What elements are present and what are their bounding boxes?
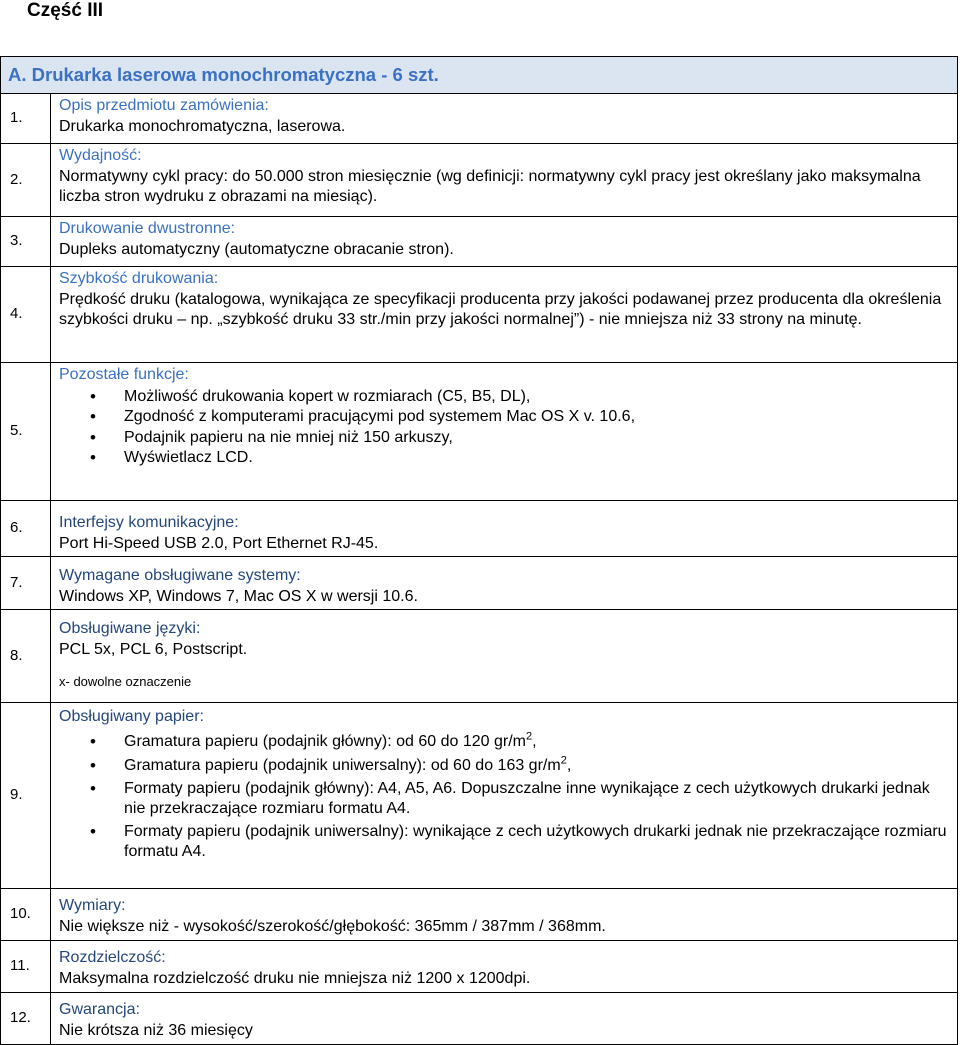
list-item-tail: , bbox=[566, 757, 572, 774]
row-text: Nie większe niż - wysokość/szerokość/głębokość: 365mm / 387mm / 368mm. bbox=[59, 917, 606, 935]
row-content bbox=[51, 501, 958, 557]
row-label: Obsługiwane języki: bbox=[59, 620, 201, 637]
row-label: Pozostałe funkcje: bbox=[59, 366, 189, 383]
row-number: 8. bbox=[1, 610, 51, 703]
table-row bbox=[1, 267, 958, 363]
table-header: A. Drukarka laserowa monochromatyczna - 6 szt. bbox=[1, 57, 958, 94]
list-item-text: Formaty papieru (podajnik główny): A4, A5, A6. Dopuszczalne inne wynikające z cech użytkowych drukarki jednak nie przekraczające rozmiaru formatu A4. bbox=[124, 779, 930, 817]
row-number: 11. bbox=[1, 941, 51, 993]
footnote: x- dowolne oznaczenie bbox=[59, 674, 192, 689]
row-number: 5. bbox=[1, 363, 51, 501]
list-item: • Możliwość drukowania kopert w rozmiarach (C5, B5, DL), bbox=[59, 387, 951, 408]
table-row bbox=[1, 363, 958, 501]
row-label: Gwarancja: bbox=[59, 1001, 140, 1018]
row-content bbox=[51, 610, 958, 703]
row-label: Wydajność: bbox=[59, 147, 142, 164]
row-label: Wymiary: bbox=[59, 897, 126, 914]
row-content bbox=[51, 217, 958, 267]
bullet-list bbox=[59, 387, 951, 469]
table-row bbox=[1, 94, 958, 144]
specification-table bbox=[0, 56, 958, 1045]
row-label: Drukowanie dwustronne: bbox=[59, 220, 236, 237]
row-text: Prędkość druku (katalogowa, wynikająca ze specyfikacji producenta przy jakości podawanej przez producenta dla określenia szybkości druku – np. „szybkość druku 33 str./min przy jakości normalnej”) - nie mniejsza niż 33 strony na minutę. bbox=[59, 290, 942, 328]
superscript: 2 bbox=[526, 730, 533, 743]
bullet-list bbox=[59, 732, 951, 863]
row-number: 7. bbox=[1, 557, 51, 610]
row-number: 10. bbox=[1, 889, 51, 941]
list-item-tail: , bbox=[532, 732, 537, 750]
row-number: 1. bbox=[1, 94, 51, 144]
table-row bbox=[1, 557, 958, 610]
row-text: Windows XP, Windows 7, Mac OS X w wersji 10.6. bbox=[59, 587, 418, 605]
superscript: 2 bbox=[560, 754, 567, 767]
row-text: Nie krótsza niż 36 miesięcy bbox=[59, 1021, 253, 1039]
row-content bbox=[51, 267, 958, 363]
list-item: • Podajnik papieru na nie mniej niż 150 arkuszy, bbox=[59, 428, 951, 449]
row-number: 6. bbox=[1, 501, 51, 557]
row-content bbox=[51, 889, 958, 941]
row-content bbox=[51, 993, 958, 1045]
list-item bbox=[59, 779, 951, 820]
row-text: Drukarka monochromatyczna, laserowa. bbox=[59, 117, 346, 135]
row-number: 2. bbox=[1, 144, 51, 217]
row-text: Maksymalna rozdzielczość druku nie mniejsza niż 1200 x 1200dpi. bbox=[59, 969, 531, 987]
row-label: Wymagane obsługiwane systemy: bbox=[59, 567, 301, 584]
table-row bbox=[1, 501, 958, 557]
row-content bbox=[51, 144, 958, 217]
row-content bbox=[51, 94, 958, 144]
table-row bbox=[1, 941, 958, 993]
table-row bbox=[1, 703, 958, 889]
row-label: Obsługiwany papier: bbox=[59, 708, 204, 725]
row-label: Rozdzielczość: bbox=[59, 949, 166, 966]
list-item-text: Gramatura papieru (podajnik główny): od 60 do 120 gr/m bbox=[124, 732, 526, 750]
part-title: Część III bbox=[27, 0, 104, 21]
list-item-text: Formaty papieru (podajnik uniwersalny): wynikające z cech użytkowych drukarki jednak nie przekraczające rozmiaru formatu A4. bbox=[124, 822, 947, 860]
list-item: • Zgodność z komputerami pracującymi pod systemem Mac OS X v. 10.6, bbox=[59, 407, 951, 428]
table-row bbox=[1, 217, 958, 267]
table-row bbox=[1, 993, 958, 1045]
row-text: Dupleks automatyczny (automatyczne obracanie stron). bbox=[59, 240, 454, 258]
row-content bbox=[51, 941, 958, 993]
row-content bbox=[51, 703, 958, 889]
table-row bbox=[1, 889, 958, 941]
table-row bbox=[1, 144, 958, 217]
row-label: Opis przedmiotu zamówienia: bbox=[59, 97, 269, 114]
list-item bbox=[59, 756, 951, 777]
row-content bbox=[51, 363, 958, 501]
row-label: Interfejsy komunikacyjne: bbox=[59, 514, 239, 531]
row-label: Szybkość drukowania: bbox=[59, 270, 219, 287]
list-item: • Wyświetlacz LCD. bbox=[59, 448, 951, 469]
list-item bbox=[59, 822, 951, 863]
row-text: PCL 5x, PCL 6, Postscript. bbox=[59, 640, 248, 658]
row-number: 4. bbox=[1, 267, 51, 363]
row-number: 12. bbox=[1, 993, 51, 1045]
table-row bbox=[1, 610, 958, 703]
row-number: 9. bbox=[1, 703, 51, 889]
row-content bbox=[51, 557, 958, 610]
list-item bbox=[59, 732, 951, 753]
list-item-text: Gramatura papieru (podajnik uniwersalny): od 60 do 163 gr/m bbox=[124, 757, 561, 774]
row-text: Port Hi-Speed USB 2.0, Port Ethernet RJ-45. bbox=[59, 534, 379, 552]
row-text: Normatywny cykl pracy: do 50.000 stron miesięcznie (wg definicji: normatywny cykl pracy jest określany jako maksymalna liczba stron wydruku z obrazami na miesiąc). bbox=[59, 167, 921, 205]
row-number: 3. bbox=[1, 217, 51, 267]
table-header-row bbox=[1, 57, 958, 94]
